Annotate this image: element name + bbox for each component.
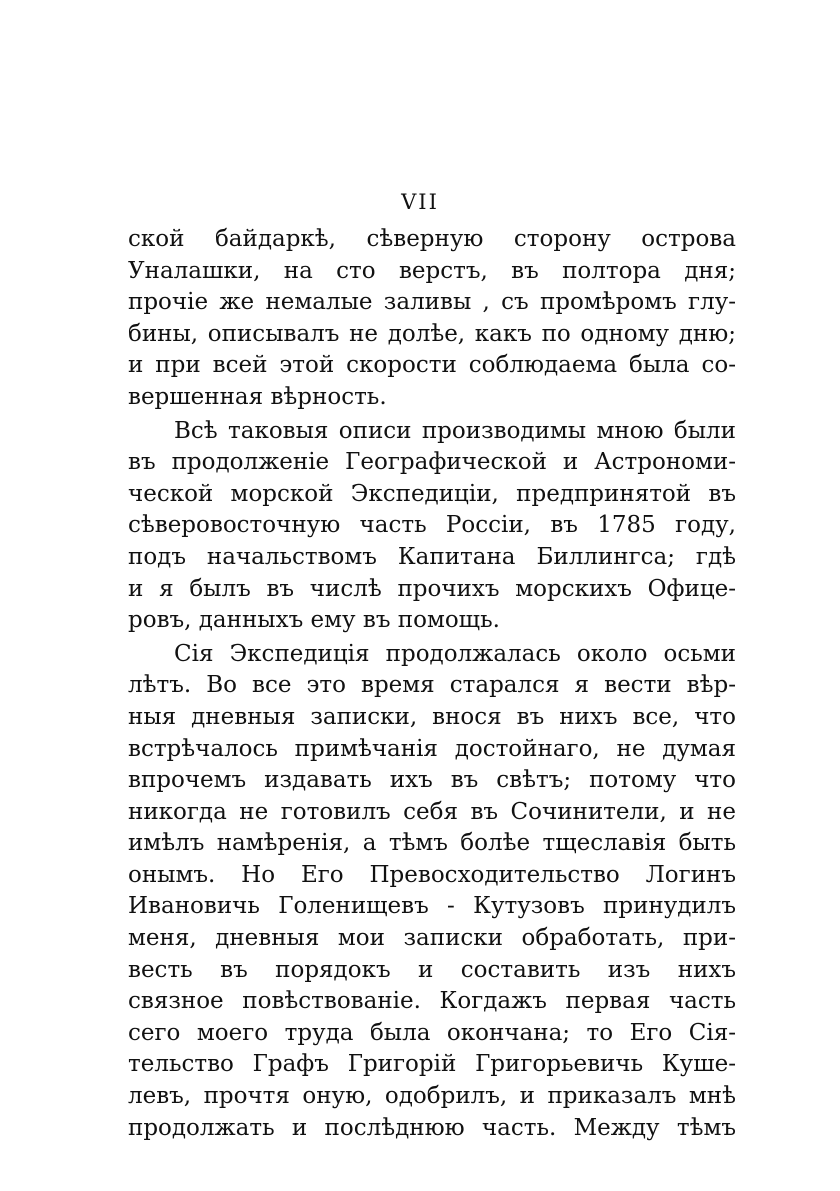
- text-line: ской байдаркѣ, сѣверную сторону острова: [128, 226, 736, 252]
- text-line: Всѣ таковыя описи производимы мною были: [174, 417, 736, 444]
- text-line: и я былъ въ числѣ прочихъ морскихъ Офице-: [128, 575, 736, 602]
- body-text: [128, 224, 736, 1144]
- text-line: тельство Графъ Григорій Григорьевичь Куше-: [128, 1051, 736, 1078]
- text-line: бины, описывалъ не долѣе, какъ по одному дню;: [128, 320, 736, 347]
- text-line: впрочемъ издавать ихъ въ свѣтъ; потому что: [128, 767, 736, 794]
- text-line: и при всей этой скорости соблюдаема была со-: [128, 352, 736, 379]
- text-line: имѣлъ намѣренія, а тѣмъ болѣе тщеславія быть: [128, 830, 736, 857]
- text-line: Ивановичь Голенищевъ - Кутузовъ принудилъ: [128, 893, 736, 920]
- text-line: связное повѣствованіе. Когдажъ первая часть: [128, 988, 736, 1015]
- text-line: никогда не готовилъ себя въ Сочинители, и не: [128, 798, 736, 825]
- text-line: прочіе же немалые заливы , съ промѣромъ глу-: [128, 289, 736, 316]
- text-line: сѣверовосточную часть Россіи, въ 1785 году,: [128, 512, 736, 539]
- text-line: левъ, прочтя оную, одобрилъ, и приказалъ мнѣ: [128, 1083, 736, 1110]
- text-line: въ продолженіе Географической и Астрономи-: [128, 449, 736, 476]
- text-line: Уналашки, на сто верстъ, въ полтора дня;: [128, 257, 736, 284]
- page-number: VII: [401, 190, 439, 214]
- text-line: меня, дневныя мои записки обработать, при-: [128, 925, 736, 952]
- text-line: ческой морской Экспедиціи, предпринятой въ: [128, 480, 736, 507]
- text-line: Сія Экспедиція продолжалась около осьми: [174, 640, 736, 667]
- text-line: ныя дневныя записки, внося въ нихъ все, что: [128, 703, 736, 730]
- text-line: встрѣчалось примѣчанія достойнаго, не думая: [128, 735, 736, 762]
- text-line: продолжать и послѣднюю часть. Между тѣмъ: [128, 1114, 736, 1141]
- text-line: сего моего труда была окончана; то Его Сія-: [128, 1019, 736, 1046]
- text-line: онымъ. Но Его Превосходительство Логинъ: [128, 861, 736, 888]
- text-line: ровъ, данныхъ ему въ помощь.: [128, 607, 500, 634]
- text-line: лѣтъ. Во все это время старался я вести вѣр-: [128, 672, 736, 699]
- text-line: вершенная вѣрность.: [128, 383, 387, 410]
- text-line: весть въ порядокъ и составить изъ нихъ: [128, 956, 736, 983]
- text-line: подъ начальствомъ Капитана Биллингса; гдѣ: [128, 543, 736, 570]
